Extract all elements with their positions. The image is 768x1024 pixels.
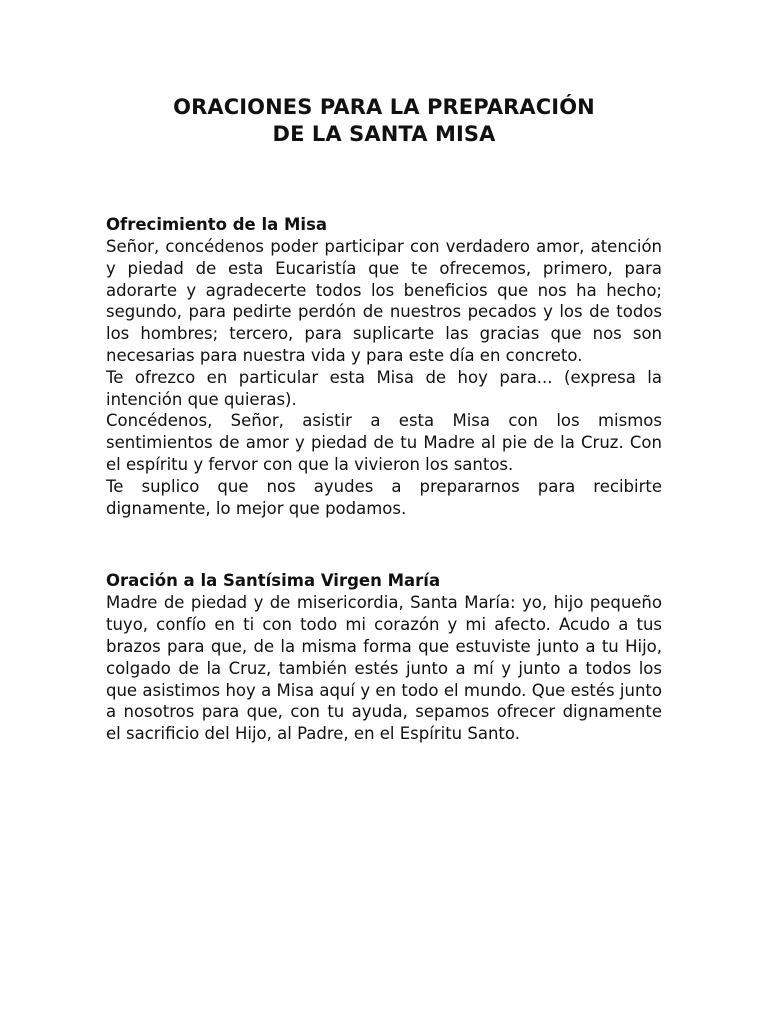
paragraph: Te ofrezco en particular esta Misa de hoy para... (expresa la intención que quieras). <box>106 367 662 409</box>
section-ofrecimiento <box>106 214 662 519</box>
section-heading: Oración a la Santísima Virgen María <box>106 571 441 591</box>
section-heading: Ofrecimiento de la Misa <box>106 215 328 234</box>
paragraph: Te suplico que nos ayudes a prepararnos para recibirte dignamente, lo mejor que podamos. <box>106 476 662 518</box>
paragraph: Concédenos, Señor, asistir a esta Misa con los mismos sentimientos de amor y piedad de tu Madre al pie de la Cruz. Con el espíritu y fervor con que la vivieron los santos. <box>106 411 662 474</box>
paragraph: Madre de piedad y de misericordia, Santa María: yo, hijo pequeño tuyo, confío en ti con todo mi corazón y mi afecto. Acudo a tus brazos para que, de la misma forma que estuviste junto a tu Hijo, colgado de la Cruz, también estés junto a mí y junto a todos los que asistimos hoy a Misa aquí y en todo el mundo. Que estés junto a nosotros para que, con tu ayuda, sepamos ofrecer dignamente el sacrificio del Hijo, al Padre, en el Espíritu Santo. <box>106 593 662 744</box>
paragraph: Señor, concédenos poder participar con verdadero amor, atención y piedad de esta Eucaristía que te ofrecemos, primero, para adorarte y agradecerte todos los beneficios que nos ha hecho; segundo, para pedirte perdón de nuestros pecados y los de todos los hombres; tercero, para suplicarte las gracias que nos son necesarias para nuestra vida y para este día en concreto. <box>106 237 662 365</box>
title-line-2: DE LA SANTA MISA <box>272 122 496 146</box>
document-title <box>106 94 662 148</box>
section-oracion-virgen <box>106 570 662 745</box>
title-line-1: ORACIONES PARA LA PREPARACIÓN <box>173 95 595 119</box>
